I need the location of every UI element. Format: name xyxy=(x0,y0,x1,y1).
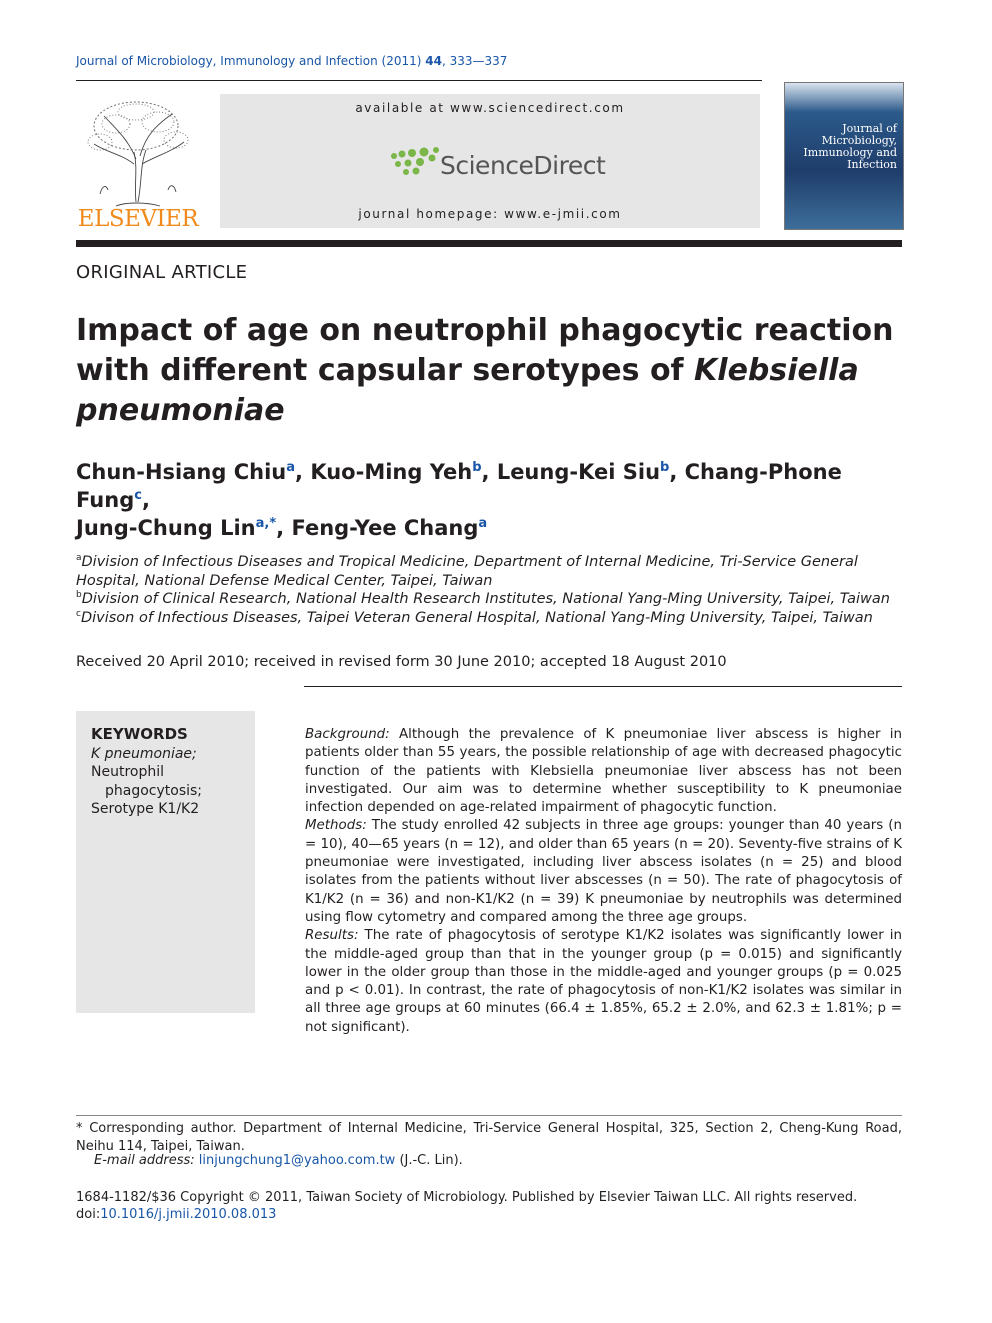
abstract-background: Background: Although the prevalence of K pneumoniae liver abscess is higher in patients older than 55 years, the possible relationship of age with decreased phagocytic function of the patients with Klebsiella pneumoniae liver abscess has not been investigated. Our aim was to determine whether susceptibility to K pneumoniae infection depended on age-related impairment of phagocytic function. xyxy=(305,727,902,816)
available-at-text[interactable]: available at www.sciencedirect.com xyxy=(355,101,625,115)
header-rule xyxy=(76,80,762,81)
author: Kuo-Ming Yeh$^b$, xyxy=(310,460,497,484)
elsevier-wordmark: ELSEVIER xyxy=(77,206,199,232)
keywords-list xyxy=(91,745,251,818)
author: Feng-Yee Chang$^a$ xyxy=(291,516,488,540)
keyword: Serotype K1/K2 xyxy=(91,800,200,817)
abstract-rule xyxy=(304,686,902,687)
affiliation: $^c$Divison of Infectious Diseases, Taipei Veteran General Hospital, National Yang-Ming University, Taipei, Taiwan xyxy=(76,608,873,626)
author-list xyxy=(76,458,916,542)
header-thick-rule xyxy=(76,240,902,247)
abstract-methods: Methods: The study enrolled 42 subjects in three age groups: younger than 40 years (n = 10), 40—65 years (n = 12), and older than 65 years (n = 20). Seventy-five strains of K pneumoniae were investigated, including liver abscess isolates (n = 25) and blood isolates from the patients without liver abscesses (n = 50). The rate of phagocytosis of K1/K2 (n = 36) and non-K1/K2 (n = 39) K pneumoniae by neutrophils was determined using flow cytometry and compared among the three age groups. xyxy=(305,818,902,925)
journal-homepage-text[interactable]: journal homepage: www.e-jmii.com xyxy=(358,207,622,221)
cover-title: Journal of Microbiology, Immunology and Infection xyxy=(803,122,897,171)
sciencedirect-wordmark: ScienceDirect xyxy=(440,151,606,180)
article-title: Impact of age on neutrophil phagocytic reaction with different capsular serotypes of Klebsiella pneumoniae xyxy=(76,313,894,428)
author: Jung-Chung Lin$^{a,*}$, xyxy=(76,516,292,540)
article-type: ORIGINAL ARTICLE xyxy=(76,262,248,283)
keyword: phagocytosis; xyxy=(105,782,203,799)
author: Chun-Hsiang Chiu$^a$, xyxy=(76,460,311,484)
email-link[interactable]: linjungchung1@yahoo.com.tw xyxy=(198,1153,396,1168)
affiliation: $^b$Division of Clinical Research, National Health Research Institutes, National Yang-Ming University, Taipei, Taiwan xyxy=(76,590,890,607)
journal-citation[interactable]: Journal of Microbiology, Immunology and Infection (2011) 44, 333—337 xyxy=(76,54,508,68)
author: Leung-Kei Siu$^b$, xyxy=(496,460,685,484)
keyword: K pneumoniae; xyxy=(91,746,197,762)
journal-cover-image xyxy=(784,82,904,230)
affiliation: $^a$Division of Infectious Diseases and Tropical Medicine, Department of Internal Medicine, Tri-Service General Hospital, National Defense Medical Center, Taipei, Taiwan xyxy=(76,553,858,589)
abstract-results: Results: The rate of phagocytosis of serotype K1/K2 isolates was significantly lower in the middle-aged group than that in the younger group (p = 0.015) and significantly lower in the older group than those in the middle-aged and younger groups (p = 0.025 and p < 0.01). In contrast, the rate of phagocytosis of non-K1/K2 isolates was similar in all three age groups at 60 minutes (66.4 ± 1.85%, 65.2 ± 2.0%, and 62.3 ± 1.81%; p = not significant). xyxy=(305,928,902,1035)
doi-link[interactable]: 10.1016/j.jmii.2010.08.013 xyxy=(100,1207,277,1222)
affiliations xyxy=(76,553,906,627)
copyright-line: 1684-1182/$36 Copyright © 2011, Taiwan Society of Microbiology. Published by Elsevier Taiwan LLC. All rights reserved. xyxy=(76,1190,858,1205)
corresponding-author-note: * Corresponding author. Department of Internal Medicine, Tri-Service General Hospital, 325, Section 2, Cheng-Kung Road, Neihu 114, Taipei, Taiwan. xyxy=(76,1121,902,1154)
footnote-rule xyxy=(76,1115,902,1116)
email-line: E-mail address: linjungchung1@yahoo.com.tw (J.-C. Lin). xyxy=(94,1153,463,1168)
received-dates: Received 20 April 2010; received in revised form 30 June 2010; accepted 18 August 2010 xyxy=(76,654,727,670)
abstract xyxy=(305,726,902,1037)
author: Chang-Phone Fung$^c$, xyxy=(76,460,842,512)
doi-line: doi:10.1016/j.jmii.2010.08.013 xyxy=(76,1207,277,1222)
keywords-heading: KEYWORDS xyxy=(91,725,188,743)
keyword: Neutrophil xyxy=(91,764,165,781)
